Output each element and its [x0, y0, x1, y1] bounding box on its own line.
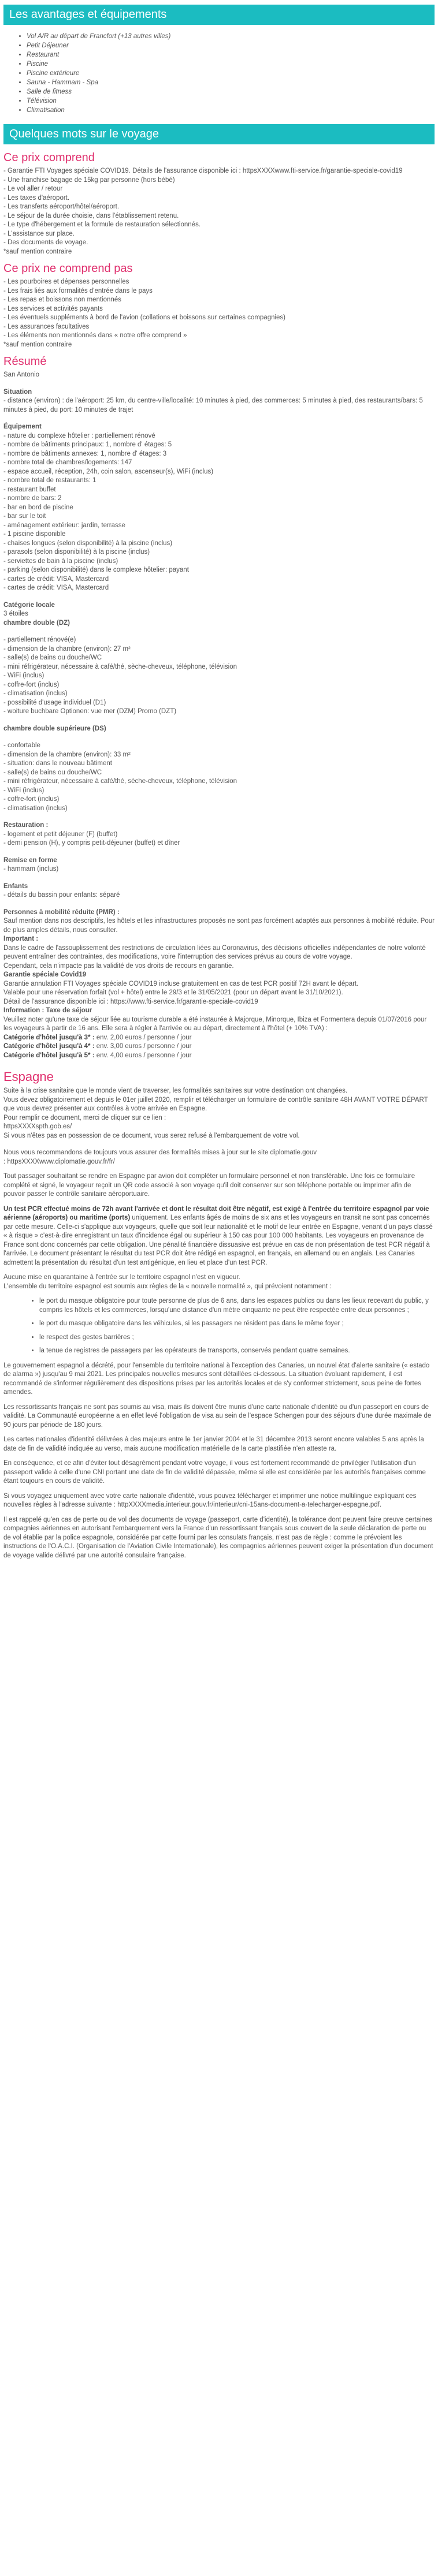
list-line: - Les taxes d'aéroport.	[3, 194, 70, 202]
list-line: - Les assurances facultatives	[3, 323, 90, 330]
list-line: - confortable	[3, 742, 40, 749]
local-category-title: Catégorie locale	[3, 601, 55, 609]
list-line: - bar sur le toit	[3, 513, 46, 520]
list-line: - Les pourboires et dépenses personnelles	[3, 278, 129, 285]
list-line: - Les éléments non mentionnés dans « notre offre comprend »	[3, 332, 187, 339]
list-line: - Le vol aller / retour	[3, 185, 63, 192]
tax-cat4-label: Catégorie d'hôtel jusqu'à 4* :	[3, 1043, 95, 1050]
list-line: - climatisation (inclus)	[3, 804, 68, 812]
spain-para-8: En conséquence, et ce afin d'éviter tout désagrément pendant votre voyage, il vous est fortement recommandé de privilégier l'utilisation d'un passeport valide à celle d'une CNI portant une date de fin de validité dépassée, même si elle est considérée par les autorités françaises comme étant toujours en cours de validité.	[3, 1460, 426, 1485]
restaurant-list	[3, 830, 435, 848]
list-line: - nombre de bâtiments annexes: 1, nombre d' étages: 3	[3, 450, 167, 457]
spain-red-notice	[3, 1087, 435, 1140]
list-line: - salle(s) de bains ou douche/WC	[3, 769, 102, 776]
price-includes-list	[3, 167, 435, 256]
list-line: - WiFi (inclus)	[3, 672, 44, 679]
list-line: - restaurant buffet	[3, 486, 56, 493]
list-line: - coffre-fort (inclus)	[3, 681, 60, 688]
list-line: - Garantie FTI Voyages spéciale COVID19. Détails de l'assurance disponible ici : httpsXXXXwww.fti-service.fr/garantie-speciale-covid19	[3, 167, 403, 174]
children-title: Enfants	[3, 882, 28, 890]
list-line: Pour remplir ce document, merci de cliquer sur ce lien :	[3, 1114, 166, 1121]
list-item: • Restaurant	[27, 50, 435, 59]
page	[0, 5, 438, 1560]
spain-para-7: Les cartes nationales d'identité délivrées à des majeurs entre le 1er janvier 2004 et le 31 décembre 2013 seront encore valables 5 ans après la date de fin de validité indiquée au verso, mais aucune modification matérielle de la carte plastifiée n'en atteste ra.	[3, 1436, 424, 1452]
tax-cat3-value: env. 2,00 euros / personne / jour	[96, 1034, 192, 1041]
list-line: - logement et petit déjeuner (F) (buffet)	[3, 830, 118, 838]
list-line: - woiture buchbare Optionen: vue mer (DZM) Promo (DZT)	[3, 708, 177, 715]
children-list	[3, 891, 435, 900]
spain-para-9: Si vous voyagez uniquement avec votre carte nationale d'identité, vous pouvez télécharger et imprimer une notice multilingue expliquant ces nouvelles règles à l'adresse suivante : httpXXXXmedia.interieur.gouv.fr/interieur/cni-15ans-document-a-telecharger-espagne.pdf.	[3, 1492, 417, 1508]
tax-cat5-value: env. 4,00 euros / personne / jour	[96, 1052, 192, 1059]
list-item: • Climatisation	[27, 106, 435, 115]
list-line: - chaises longues (selon disponibilité) à la piscine (inclus)	[3, 539, 173, 547]
equipment-title: Équipement	[3, 423, 42, 430]
list-line: - nature du complexe hôtelier : partiellement rénové	[3, 432, 155, 439]
spain-red-notice-2	[3, 1149, 435, 1166]
spain-para-1: Tout passager souhaitant se rendre en Espagne par avion doit compléter un formulaire personnel et non transférable. Une fois ce formulaire complété et signé, le voyageur reçoit un QR code associé à son voyage qu'il doit conserver sur son téléphone portable ou imprimer afin de pouvoir passer le contrôle sanitaire aéroportuaire.	[3, 1173, 415, 1198]
price-excludes-list	[3, 278, 435, 349]
list-line: - dimension de la chambre (environ): 27 m²	[3, 645, 131, 653]
covid-text-3: Détail de l'assurance disponible ici : https://www.fti-service.fr/garantie-speciale-covid19	[3, 998, 258, 1005]
list-line: - détails du bassin pour enfants: séparé	[3, 892, 120, 899]
covid-text: Garantie annulation FTI Voyages spéciale COVID19 incluse gratuitement en cas de test PCR positif 72H avant le départ.	[3, 980, 359, 987]
covid-title: Garantie spéciale Covid19	[3, 971, 87, 978]
list-item: • le port du masque obligatoire dans les véhicules, si les passagers ne résident pas dans le même foyer ;	[39, 1319, 435, 1329]
list-line: - L'assistance sur place.	[3, 230, 75, 237]
important-text-2: Cependant, cela n'impacte pas la validité de vos droits de recours en garantie.	[3, 962, 234, 970]
list-line: - WiFi (inclus)	[3, 786, 44, 794]
list-line: httpsXXXXspth.gob.es/	[3, 1123, 72, 1130]
covid-text-2: Valable pour une réservation forfait (vol + hôtel) entre le 29/3 et le 31/05/2021 (pour un départ avant le 31/10/2021).	[3, 989, 343, 996]
list-line: - Des documents de voyage.	[3, 239, 88, 246]
list-line: - nombre de bâtiments principaux: 1, nombre d' étages: 5	[3, 441, 172, 448]
list-line: - nombre de bars: 2	[3, 495, 62, 502]
pmr-title: Personnes à mobilité réduite (PMR) :	[3, 908, 120, 916]
tax-cat3-label: Catégorie d'hôtel jusqu'à 3* :	[3, 1034, 95, 1041]
important-text: Dans le cadre de l'assouplissement des restrictions de circulation liées au Coronavirus, des décisions officielles indépendantes de notre volonté peuvent entraîner des contraintes, des modifications, voire l'interruption des services prévus au cours de votre voyage.	[3, 944, 426, 960]
spain-para-3	[3, 1273, 435, 1291]
list-line: - mini réfrigérateur, nécessaire à café/thé, sèche-cheveux, téléphone, télévision	[3, 778, 237, 785]
list-line: - espace accueil, réception, 24h, coin salon, ascenseur(s), WiFi (inclus)	[3, 468, 214, 475]
list-line: - aménagement extérieur: jardin, terrasse	[3, 521, 125, 529]
list-item: • Salle de fitness	[27, 87, 435, 96]
list-line: - nombre total de restaurants: 1	[3, 477, 96, 484]
local-category-value: 3 étoiles	[3, 610, 28, 617]
room-dz-list	[3, 636, 435, 717]
list-line: - mini réfrigérateur, nécessaire à café/thé, sèche-cheveux, téléphone, télévision	[3, 663, 237, 670]
list-line: - partiellement rénové(e)	[3, 636, 76, 643]
list-item: • Piscine extérieure	[27, 69, 435, 78]
price-includes-title: Ce prix comprend	[3, 151, 95, 164]
list-line: - climatisation (inclus)	[3, 690, 68, 697]
list-item: • Sauna - Hammam - Spa	[27, 78, 435, 87]
room-ds-list	[3, 741, 435, 813]
tax-title: Information : Taxe de séjour	[3, 1007, 92, 1014]
list-item: • Piscine	[27, 59, 435, 69]
spain-para-5: Le gouvernement espagnol a décrété, pour l'ensemble du territoire national à l'exception des Canaries, un nouvel état d'alerte sanitaire (« estado de alarma ») jusqu'au 9 mai 2021. Les principales nouvelles mesures sont détaillées ci-dessous. La situation évoluant rapidement, il est recommandé de s'informer régulièrement des dispositions prises par les autorités locales et de s'y conformer strictement, sous peine de fortes amendes.	[3, 1362, 430, 1396]
list-line: - salle(s) de bains ou douche/WC	[3, 654, 102, 661]
list-item: • le port du masque obligatoire pour toute personne de plus de 6 ans, dans les espaces publics ou dans les lieux recevant du public, y compris les hôtels et les commerces, lorsqu'une distance d'un mètre cinquante ne peut être respectée entre deux personnes ;	[39, 1297, 435, 1315]
spain-para-2-rest: uniquement. Les enfants âgés de moins de six ans et les voyageurs en transit ne sont pas concernés par cette mesure. Celle-ci s'applique aux voyageurs, quelle que soit leur nationalité et le motif de leur entrée en Espagne, venant d'un pays classé « à risque » c'est-à-dire enregistrant un taux d'incidence égal ou supérieur à 150 cas pour 100 000 habitants. Les voyageurs en provenance de France sont donc concernés par cette obligation. Une pénalité financière dissuasive est prévue en cas de non présentation de test PCR négatif à l'arrivée. Le document présentant le résultat du test PCR doit être rédigé en espagnol, en français, en allemand ou en anglais. Les Canaries admettent la présentation du résultat d'un test antigénique, en lieu et place d'un test PCR.	[3, 1214, 433, 1266]
room-dz-title: chambre double (DZ)	[3, 619, 70, 627]
list-line: - Les éventuels suppléments à bord de l'avion (collations et boissons sur certaines compagnies)	[3, 314, 286, 321]
list-line: - situation: dans le nouveau bâtiment	[3, 760, 112, 767]
list-line: - Le séjour de la durée choisie, dans l'établissement retenu.	[3, 212, 179, 219]
tax-text: Veuillez noter qu'une taxe de séjour liée au tourisme durable a été instaurée à Majorque, Minorque, Ibiza et Formentera depuis 01/07/2016 pour les voyageurs à partir de 16 ans. Elle sera à régler à l'arrivée ou au départ, directement à l'hôtel (+ 10% TVA) :	[3, 1016, 427, 1032]
list-line: Si vous n'êtes pas en possession de ce document, vous serez refusé à l'embarquement de votre vol.	[3, 1132, 300, 1139]
summary-title: Résumé	[3, 355, 47, 368]
list-line: - coffre-fort (inclus)	[3, 796, 60, 803]
list-item: • la tenue de registres de passagers par les opérateurs de transports, conservés pendant quatre semaines.	[39, 1347, 435, 1356]
spain-para-6: Les ressortissants français ne sont pas soumis au visa, mais ils doivent être munis d'une carte nationale d'identité ou d'un passeport en cours de validité. La Communauté européenne a en effet levé l'obligation de visa au sein de l'espace Schengen pour des séjours d'une durée maximale de 90 jours par période de 180 jours.	[3, 1403, 432, 1429]
list-line: - Les transferts aéroport/hôtel/aéroport.	[3, 203, 120, 210]
list-line: - Une franchise bagage de 15kg par personne (hors bébé)	[3, 176, 175, 184]
list-line: - parking (selon disponibilité) dans le complexe hôtelier: payant	[3, 566, 189, 573]
list-line: *sauf mention contraire	[3, 341, 72, 348]
list-line: - nombre total de chambres/logements: 147	[3, 459, 132, 466]
list-line: - serviettes de bain à la piscine (inclus)	[3, 557, 118, 565]
wellness-list	[3, 865, 435, 874]
list-line: - possibilité d'usage individuel (D1)	[3, 699, 106, 706]
list-line: - Les services et activités payants	[3, 305, 103, 312]
pmr-text: Sauf mention dans nos descriptifs, les hôtels et les infrastructures proposés ne sont pas forcément adaptés aux personnes à mobilité réduite. Pour de plus amples détails, nous consulter.	[3, 918, 435, 934]
equipment-list	[3, 432, 435, 593]
spain-para-10: Il est rappelé qu'en cas de perte ou de vol des documents de voyage (passeport, carte d'identité), la tolérance dont peuvent faire preuve certaines compagnies aériennes en autorisant l'embarquement vers la France d'un ressortissant français sous couvert de la seule déclaration de perte ou de vol établie par la police espagnole, considérée par cette fourni par les consulats français, n'est pas de règle : comme le prévoient les instructions de l'O.A.C.I. (Organisation de l'Aviation Civile Internationale), les compagnies aériennes peuvent exiger la présentation d'un document de voyage valide délivré par une autorité consulaire française.	[3, 1516, 433, 1559]
tax-cat4-value: env. 3,00 euros / personne / jour	[96, 1043, 192, 1050]
list-item: • le respect des gestes barrières ;	[39, 1333, 435, 1343]
spain-title: Espagne	[3, 1069, 54, 1084]
room-ds-title: chambre double supérieure (DS)	[3, 725, 106, 732]
list-item: • Vol A/R au départ de Francfort (+13 autres villes)	[27, 32, 435, 41]
trip-banner: Quelques mots sur le voyage	[3, 124, 435, 144]
spain-para-2-bold: Un test PCR effectué moins de 72h avant l'arrivée et dont le résultat doit être négatif, est exigé à l'entrée du territoire espagnol par voie aérienne (aéroports) ou maritime (ports)	[3, 1205, 429, 1221]
list-line: - bar en bord de piscine	[3, 504, 73, 511]
spain-para-3-line: Aucune mise en quarantaine à l'entrée sur le territoire espagnol n'est en vigueur.	[3, 1274, 240, 1281]
price-excludes-title: Ce prix ne comprend pas	[3, 262, 133, 275]
list-line: - parasols (selon disponibilité) à la piscine (inclus)	[3, 549, 150, 556]
list-line: Vous devez obligatoirement et depuis le 01er juillet 2020, remplir et télécharger un formulaire de contrôle sanitaire 48H AVANT VOTRE DÉPART que vous devrez présenter aux contrôles à votre arrivée en Espagne.	[3, 1096, 428, 1112]
important-title: Important :	[3, 935, 39, 942]
spain-para-2	[3, 1205, 435, 1268]
summary-place: San Antonio	[3, 371, 40, 378]
wellness-title: Remise en forme	[3, 856, 57, 864]
tax-cat5-label: Catégorie d'hôtel jusqu'à 5* :	[3, 1052, 95, 1059]
list-line: - Les frais liés aux formalités d'entrée dans le pays	[3, 287, 153, 294]
list-line: - cartes de crédit: VISA, Mastercard	[3, 575, 109, 583]
list-line: - hammam (inclus)	[3, 866, 59, 873]
list-item: • Télévision	[27, 96, 435, 106]
list-line: - cartes de crédit: VISA, Mastercard	[3, 584, 109, 591]
spain-para-4-line: L'ensemble du territoire espagnol est soumis aux règles de la « nouvelle normalité », qui prévoient notamment :	[3, 1283, 332, 1290]
list-line: - 1 piscine disponible	[3, 531, 66, 538]
list-line: - dimension de la chambre (environ): 33 m²	[3, 751, 131, 758]
list-line: - Les repas et boissons non mentionnés	[3, 296, 121, 303]
list-item: • Petit Déjeuner	[27, 41, 435, 50]
spain-rules-list	[3, 1297, 435, 1356]
list-line: : httpsXXXXwww.diplomatie.gouv.fr/fr/	[3, 1158, 115, 1165]
list-line: Nous vous recommandons de toujours vous assurer des formalités mises à jour sur le site diplomatie.gouv	[3, 1149, 317, 1156]
list-line: - demi pension (H), y compris petit-déjeuner (buffet) et dîner	[3, 840, 180, 847]
list-line: - Le type d'hébergement et la formule de restauration sélectionnés.	[3, 221, 201, 228]
situation-text: - distance (environ) : de l'aéroport: 25 km, du centre-ville/localité: 10 minutes à pied, des commerces: 5 minutes à pied, des restaurants/bars: 5 minutes à pied, du port: 10 minutes de trajet	[3, 397, 423, 413]
advantages-list	[3, 32, 435, 115]
situation-title: Situation	[3, 388, 32, 396]
list-line: Suite à la crise sanitaire que le monde vient de traverser, les formalités sanitaires sur votre destination ont changées.	[3, 1087, 348, 1094]
list-line: *sauf mention contraire	[3, 248, 72, 255]
advantages-banner: Les avantages et équipements	[3, 5, 435, 25]
restaurant-title: Restauration :	[3, 822, 49, 829]
